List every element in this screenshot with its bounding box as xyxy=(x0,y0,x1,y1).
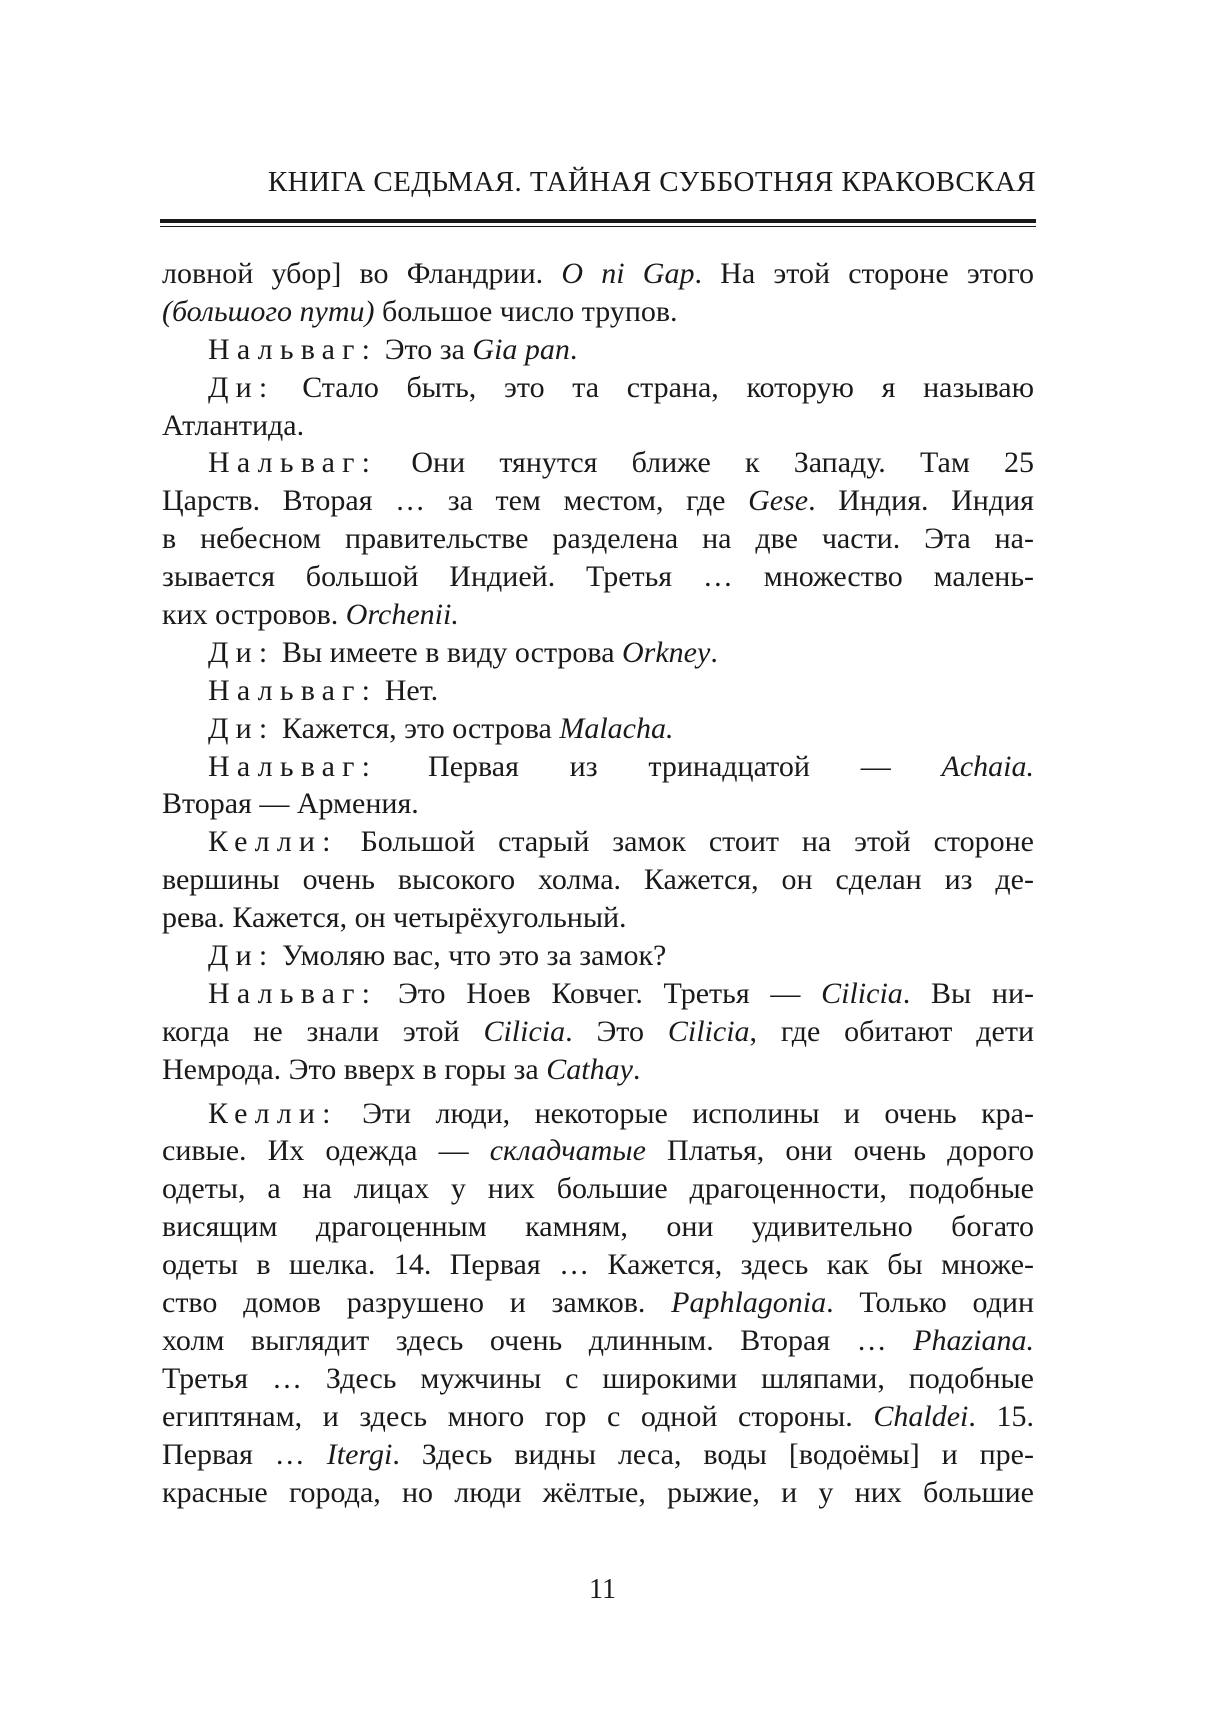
italic-text: (большого пути) xyxy=(162,294,375,328)
text-line xyxy=(162,1322,1034,1360)
text-run: ство домов разрушено и замков. xyxy=(162,1286,672,1320)
italic-text: Cilicia xyxy=(667,1014,750,1048)
speaker-name: Ди: xyxy=(208,370,275,404)
header-rule-thick xyxy=(160,219,1036,223)
text-line xyxy=(162,823,1034,861)
text-run: Платья, они очень дорого xyxy=(645,1134,1034,1168)
text-run: Немрода. Это вверх в горы за xyxy=(162,1052,547,1086)
text-line xyxy=(162,407,1034,445)
text-line xyxy=(162,444,1034,482)
text-run: . На этой стороне этого xyxy=(694,257,1035,290)
text-run: . Здесь видны леса, воды [водоёмы] и пре- xyxy=(392,1437,1034,1471)
text-line xyxy=(162,1051,1034,1089)
text-run: . Это xyxy=(565,1014,668,1048)
text-run: . xyxy=(632,1052,641,1086)
text-run: . Вы ни- xyxy=(902,976,1035,1010)
italic-text: Phaziana. xyxy=(913,1323,1034,1357)
text-run: Царств. Вторая … за тем местом, где xyxy=(162,484,749,518)
text-run: Кажется, это острова xyxy=(274,711,560,745)
italic-text: Malacha. xyxy=(559,711,674,745)
speaker-name: Ди: xyxy=(208,635,275,669)
text-run: рева. Кажется, он четырёхугольный. xyxy=(162,901,627,935)
text-run: холм выглядит здесь очень длинным. Вторая … xyxy=(162,1323,914,1357)
running-head: КНИГА СЕДЬМАЯ. ТАЙНАЯ СУББОТНЯЯ КРАКОВСКАЯ xyxy=(267,166,1036,198)
text-run: . xyxy=(710,635,718,669)
text-run: . Только один xyxy=(826,1286,1035,1320)
text-line xyxy=(162,255,1034,293)
text-line xyxy=(162,1095,1034,1133)
text-line xyxy=(162,1436,1034,1474)
text-line xyxy=(162,861,1034,899)
speaker-name: Нальваг: xyxy=(208,749,378,783)
page-number: 11 xyxy=(589,1574,616,1605)
text-line xyxy=(162,331,1034,369)
italic-text: Paphlagonia xyxy=(671,1286,827,1320)
text-line xyxy=(162,710,1034,748)
text-line xyxy=(162,785,1034,823)
text-run: Стало быть, это та страна, которую я называю xyxy=(274,370,1034,404)
italic-text: Cilicia xyxy=(821,976,903,1010)
text-run: Третья … Здесь мужчины с широкими шляпами, подобные xyxy=(162,1361,1034,1395)
text-run: Эти люди, некоторые исполины и очень кра- xyxy=(337,1096,1034,1130)
text-line xyxy=(162,634,1034,672)
text-run: Умоляю вас, что это за замок? xyxy=(274,939,667,973)
text-run: красные города, но люди жёлтые, рыжие, и у них большие xyxy=(162,1475,1034,1509)
speaker-name: Келли: xyxy=(208,825,338,859)
text-run: ловной убор] во Фландрии. xyxy=(162,257,562,290)
italic-text: Itergi xyxy=(326,1437,393,1471)
text-line xyxy=(162,1132,1034,1170)
italic-text: O ni Gap xyxy=(561,257,695,290)
text-line xyxy=(162,1208,1034,1246)
text-run: когда не знали этой xyxy=(162,1014,484,1048)
text-line xyxy=(162,899,1034,937)
italic-text: складчатые xyxy=(489,1134,646,1168)
text-line xyxy=(162,482,1034,520)
speaker-name: Нальваг: xyxy=(208,446,378,480)
text-run: . xyxy=(569,332,578,366)
text-run: . Индия. Индия xyxy=(808,484,1034,518)
text-run: вершины очень высокого холма. Кажется, он сделан из де- xyxy=(162,863,1034,897)
text-run: Нет. xyxy=(377,673,439,707)
speaker-name: Ди: xyxy=(208,939,275,973)
body-text xyxy=(162,255,1034,1511)
italic-text: Gese xyxy=(748,484,809,518)
text-run: Это за xyxy=(377,332,473,366)
text-run: Вторая — Армения. xyxy=(162,787,419,821)
speaker-name: Нальваг: xyxy=(208,673,378,707)
text-run: висящим драгоценным камням, они удивительно богато xyxy=(162,1210,1034,1244)
text-line xyxy=(162,520,1034,558)
text-line xyxy=(162,1474,1034,1512)
text-run: египтянам, и здесь много гор с одной стороны. xyxy=(162,1399,874,1433)
text-line xyxy=(162,748,1034,786)
text-run: большое число трупов. xyxy=(374,294,678,328)
text-run: одеты в шелка. 14. Первая … Кажется, здесь как бы множе- xyxy=(162,1248,1034,1282)
text-run: в небесном правительстве разделена на две части. Эта на- xyxy=(162,522,1034,556)
text-line xyxy=(162,293,1034,331)
text-run: Вы имеете в виду острова xyxy=(274,635,623,669)
italic-text: Orchenii. xyxy=(345,598,459,632)
text-line xyxy=(162,1246,1034,1284)
text-run: Они тянутся ближе к Западу. Там 25 xyxy=(377,446,1034,480)
italic-text: Orkney xyxy=(622,635,711,669)
text-line xyxy=(162,1398,1034,1436)
text-run: Первая … xyxy=(162,1437,327,1471)
speaker-name: Келли: xyxy=(208,1096,338,1130)
header-rule-thin xyxy=(160,226,1036,227)
italic-text: Cathay xyxy=(546,1052,633,1086)
text-line xyxy=(162,369,1034,407)
speaker-name: Ди: xyxy=(208,711,275,745)
speaker-name: Нальваг: xyxy=(208,332,378,366)
italic-text: Chaldei xyxy=(873,1399,969,1433)
text-line xyxy=(162,596,1034,634)
text-run: ких островов. xyxy=(162,598,346,632)
text-line xyxy=(162,937,1034,975)
text-run: Первая из тринадцатой — xyxy=(377,749,942,783)
text-run: , где обитают дети xyxy=(749,1014,1034,1048)
text-line xyxy=(162,1360,1034,1398)
text-run: сивые. Их одежда — xyxy=(162,1134,490,1168)
text-run: Атлантида. xyxy=(162,408,305,442)
text-run: . 15. xyxy=(968,1399,1034,1433)
text-line xyxy=(162,1013,1034,1051)
text-line xyxy=(162,558,1034,596)
text-line xyxy=(162,975,1034,1013)
italic-text: Cilicia xyxy=(483,1014,566,1048)
text-run: Это Ноев Ковчег. Третья — xyxy=(377,976,822,1010)
text-run: одеты, а на лицах у них большие драгоценности, подобные xyxy=(162,1172,1034,1206)
italic-text: Gia pan xyxy=(472,332,570,366)
text-line xyxy=(162,1284,1034,1322)
text-line xyxy=(162,1170,1034,1208)
text-run: зывается большой Индией. Третья … множество малень- xyxy=(162,560,1034,594)
italic-text: Achaia. xyxy=(941,749,1034,783)
speaker-name: Нальваг: xyxy=(208,976,378,1010)
text-run: Большой старый замок стоит на этой стороне xyxy=(337,825,1034,859)
text-line xyxy=(162,672,1034,710)
